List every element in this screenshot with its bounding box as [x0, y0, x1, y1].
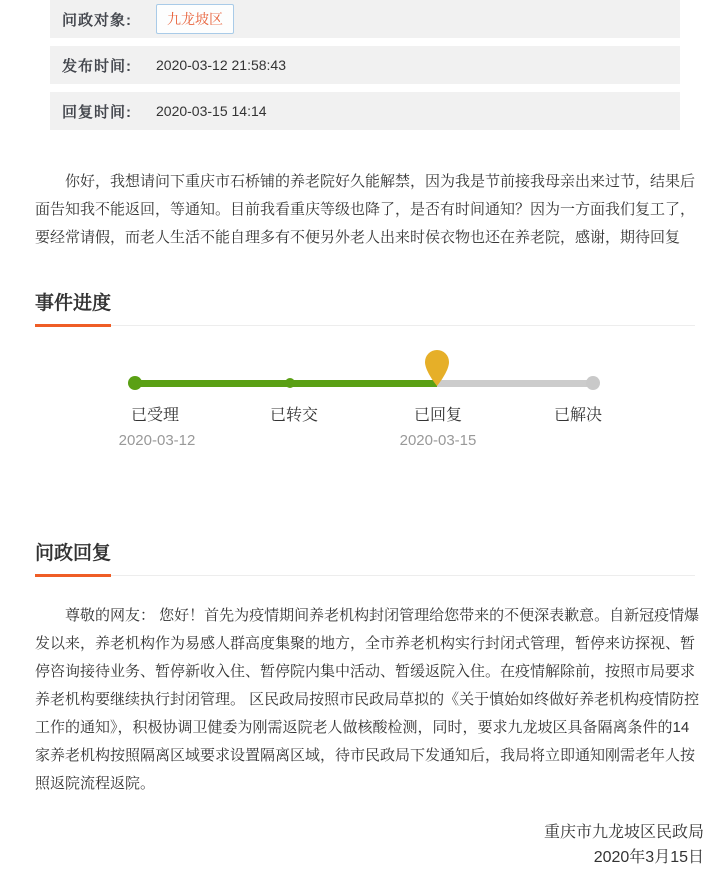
reply-section-header — [35, 538, 695, 576]
reply-time-value: 2020-03-15 14:14 — [156, 103, 267, 119]
event-progress-timeline — [0, 346, 728, 458]
signature-date: 2020年3月15日 — [593, 849, 704, 866]
signature-org: 重庆市九龙坡区民政局 — [543, 824, 704, 841]
timeline-dot-resolved — [586, 376, 600, 390]
timeline-date-accepted: 2020-03-12 — [118, 432, 196, 449]
timeline-line-pending — [437, 380, 598, 387]
signature-block — [0, 820, 704, 870]
timeline-label-accepted: 已受理 — [130, 407, 179, 424]
timeline-date-replied: 2020-03-15 — [399, 432, 477, 449]
progress-section-header — [35, 288, 695, 326]
info-panel — [0, 0, 728, 130]
timeline-label-replied: 已回复 — [413, 407, 462, 424]
reply-text: 尊敬的网友： 您好！首先为疫情期间养老机构封闭管理给您带来的不便深表歉意。自新冠疫情爆发以来，养老机构作为易感人群高度集聚的地方，全市养老机构实行封闭式管理，暂停来访探视、暂停咨询接待业务、暂停新收入住、暂停院内集中活动、暂缓返院入住。在疫情解除前，按照市局要求养老机构要继续执行封闭管理。 区民政局按照市民政局草拟的《关于慎始如终做好养老机构疫情防控工作的通知》，积极协调卫健委为刚需返院老人做核酸检测，同时，要求九龙坡区具备隔离条件的14家养老机构按照隔离区域要求设置隔离区域，待市民政局下发通知后，我局将立即通知刚需老年人按照返院流程返院。 — [35, 607, 700, 792]
timeline-dot-forwarded — [285, 378, 295, 388]
progress-title: 事件进度 — [35, 288, 111, 327]
reply-time-label: 回复时间: — [62, 103, 132, 121]
info-row-target — [50, 0, 680, 38]
timeline-label-resolved: 已解决 — [553, 407, 602, 424]
target-label: 问政对象: — [62, 11, 132, 29]
district-tag[interactable]: 九龙坡区 — [156, 4, 234, 34]
info-row-publish-time — [50, 46, 680, 84]
question-text: 你好，我想请问下重庆市石桥铺的养老院好久能解禁，因为我是节前接我母亲出来过节，结果后面告知我不能返回，等通知。目前我看重庆等级也降了，是否有时间通知？因为一方面我们复工了，要经常请假，而老人生活不能自理多有不便另外老人出来时侯衣物也还在养老院，感谢，期待回复 — [35, 173, 696, 246]
publish-time-value: 2020-03-12 21:58:43 — [156, 57, 286, 73]
reply-title: 问政回复 — [35, 538, 111, 577]
publish-time-label: 发布时间: — [62, 57, 132, 75]
current-step-marker-icon — [424, 349, 450, 386]
info-row-reply-time — [50, 92, 680, 130]
timeline-dot-accepted — [128, 376, 142, 390]
timeline-label-forwarded: 已转交 — [269, 407, 318, 424]
